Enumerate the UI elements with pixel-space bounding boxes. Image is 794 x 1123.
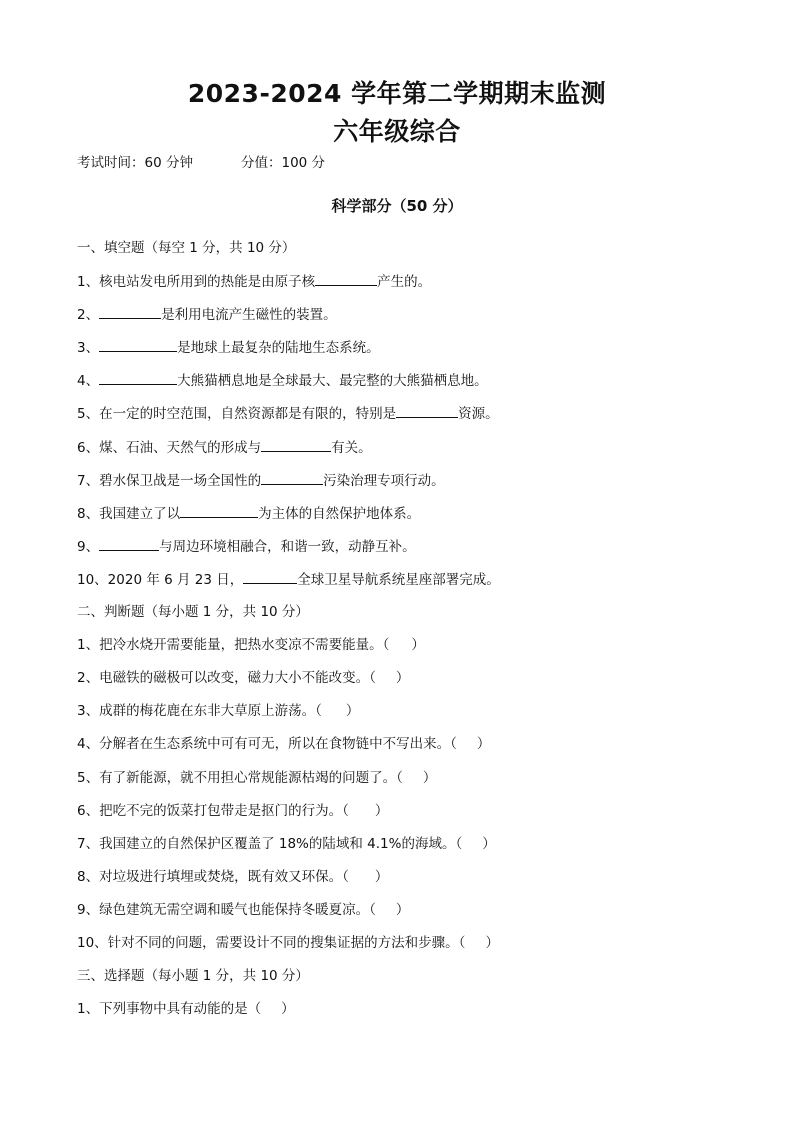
answer-blank[interactable] [99, 303, 161, 319]
question-list [77, 237, 767, 1031]
true-false-item: 8、对垃圾进行填埋或焚烧，既有效又环保。（ ） [77, 868, 389, 885]
answer-blank[interactable] [315, 270, 377, 286]
answer-blank[interactable] [99, 369, 177, 385]
exam-score: 分值：100 分 [240, 155, 326, 171]
exam-meta [77, 153, 325, 173]
answer-blank[interactable] [261, 469, 323, 485]
fill-in-item: 7、碧水保卫战是一场全国性的 污染治理专项行动。 [77, 469, 767, 502]
true-false-heading: 二、判断题（每小题 1 分，共 10 分） [77, 604, 309, 621]
choice-item: 1、下列事物中具有动能的是（ ） [77, 1001, 295, 1018]
answer-blank[interactable] [243, 568, 297, 584]
fill-in-item: 3、 是地球上最复杂的陆地生态系统。 [77, 336, 767, 369]
true-false-item: 9、绿色建筑无需空调和暖气也能保持冬暖夏凉。（ ） [77, 901, 410, 918]
fill-in-item: 8、我国建立了以 为主体的自然保护地体系。 [77, 502, 767, 535]
true-false-item: 6、把吃不完的饭菜打包带走是抠门的行为。（ ） [77, 802, 389, 819]
fill-in-heading: 一、填空题（每空 1 分，共 10 分） [77, 240, 296, 256]
fill-in-item: 10、2020 年 6 月 23 日， 全球卫星导航系统星座部署完成。 [77, 568, 767, 601]
answer-blank[interactable] [99, 535, 159, 551]
true-false-item: 10、针对不同的问题，需要设计不同的搜集证据的方法和步骤。（ ） [77, 934, 499, 951]
fill-in-item: 9、 与周边环境相融合，和谐一致，动静互补。 [77, 535, 767, 568]
true-false-item: 5、有了新能源，就不用担心常规能源枯竭的问题了。（ ） [77, 769, 437, 786]
answer-blank[interactable] [99, 336, 177, 352]
fill-in-item: 6、煤、石油、天然气的形成与 有关。 [77, 436, 767, 469]
true-false-item: 1、把冷水烧开需要能量，把热水变凉不需要能量。（ ） [77, 637, 425, 654]
true-false-item: 4、分解者在生态系统中可有可无，所以在食物链中不写出来。（ ） [77, 736, 491, 753]
exam-subtitle: 六年级综合 [333, 117, 461, 146]
true-false-item: 2、电磁铁的磁极可以改变，磁力大小不能改变。（ ） [77, 670, 410, 687]
fill-in-item: 4、 大熊猫栖息地是全球最大、最完整的大熊猫栖息地。 [77, 369, 767, 402]
answer-blank[interactable] [396, 402, 458, 418]
fill-in-item: 2、 是利用电流产生磁性的装置。 [77, 303, 767, 336]
exam-time: 考试时间：60 分钟 [77, 155, 193, 171]
section-title: 科学部分（50 分） [331, 197, 463, 215]
exam-title: 2023-2024 学年第二学期期末监测 [187, 79, 607, 108]
fill-in-item: 1、核电站发电所用到的热能是由原子核 产生的。 [77, 270, 767, 303]
fill-in-item: 5、在一定的时空范围，自然资源都是有限的，特别是 资源。 [77, 402, 767, 435]
answer-blank[interactable] [261, 436, 331, 452]
choice-heading: 三、选择题（每小题 1 分，共 10 分） [77, 968, 309, 985]
answer-blank[interactable] [180, 502, 258, 518]
true-false-item: 3、成群的梅花鹿在东非大草原上游荡。（ ） [77, 703, 360, 720]
true-false-item: 7、我国建立的自然保护区覆盖了 18%的陆域和 4.1%的海域。（ ） [77, 835, 496, 852]
